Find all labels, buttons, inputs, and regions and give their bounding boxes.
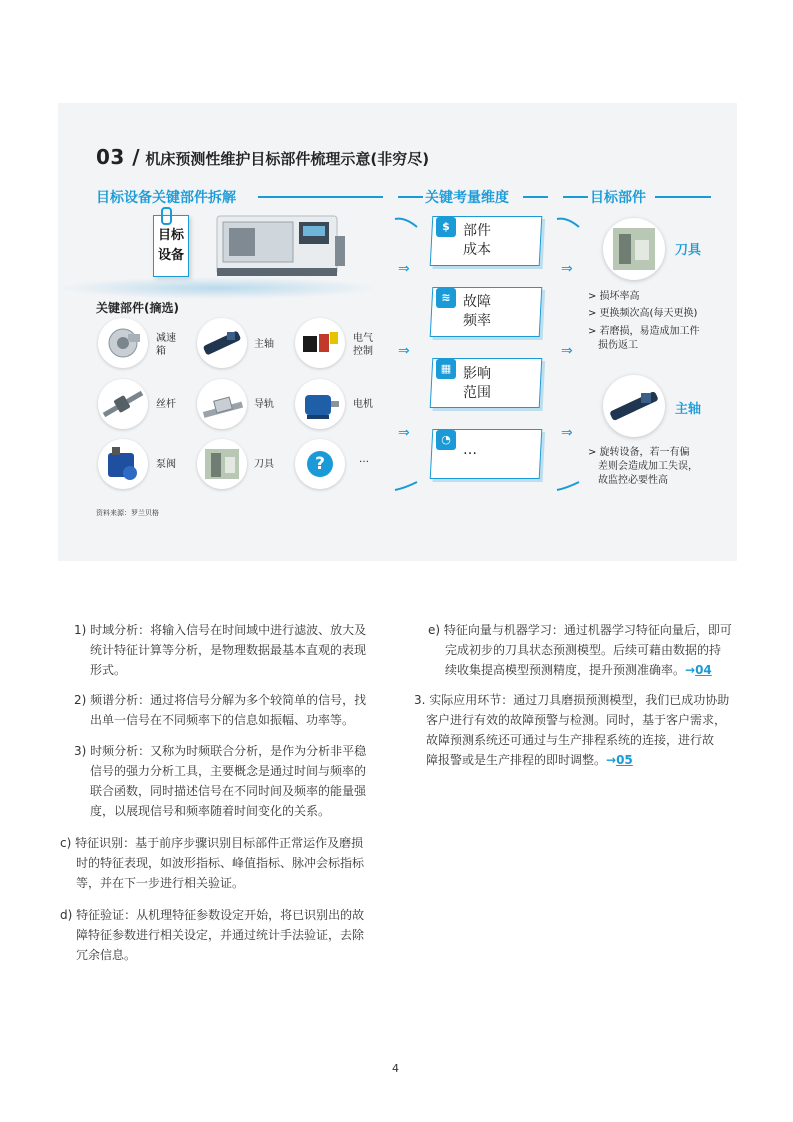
spindle-bullet: 差则会造成加工失误， [598, 461, 698, 472]
connector-curve [393, 478, 421, 492]
paragraph-feature-identification: c) 特征识别：基于前序步骤识别目标部件正常运作及磨损 时的特征表现，如波形指标、峰值指标、脉冲会标指标 等，并在下一步进行相关验证。 [60, 836, 365, 890]
guide-rail-image [197, 379, 247, 429]
spindle-bullet: > 旋转设备，若一有偏 [588, 447, 690, 458]
gearbox-image [98, 318, 148, 368]
paragraph-time-frequency: 3) 时频分析：又称为时频联合分析，是作为分析非平稳 信号的强力分析工具，主要概念是通过时间与频率的 联合函数，同时描述信号在不同时间及频率的能量强 度，以展现信号和频率随着时间变化的关系。 [74, 744, 367, 818]
frequency-icon: ≋ [436, 288, 456, 308]
figure-title [96, 145, 429, 169]
target-tool-image [603, 218, 665, 280]
chevron-right-icon: ⇒ [561, 261, 573, 277]
cost-icon: $ [436, 217, 456, 237]
dimension-label-impact: 影响 范围 [463, 366, 491, 401]
section-underline [523, 196, 548, 198]
parts-title: 关键部件(摘选) [96, 301, 179, 315]
tool-bullet: 损伤返工 [598, 340, 638, 351]
connector-curve [393, 215, 421, 229]
part-label-ballscrew: 丝杆 [156, 399, 176, 410]
question-icon: ? [307, 451, 333, 477]
arrow-right-icon: → [685, 663, 696, 677]
part-label-pump-valve: 泵阀 [156, 459, 176, 470]
motor-image [295, 379, 345, 429]
section-underline [398, 196, 423, 198]
target-spindle-image [603, 375, 665, 437]
part-label-gearbox: 减速 箱 [156, 333, 176, 357]
cutting-tool-image [197, 439, 247, 489]
paragraph-feature-validation: d) 特征验证：从机理特征参数设定开始，将已识别出的故 障特征参数进行相关设定，并通过统计手法验证，去除 冗余信息。 [60, 908, 365, 962]
dimension-label-more: … [463, 442, 477, 458]
spindle-image [197, 318, 247, 368]
tool-bullet: > 损坏率高 [588, 291, 640, 302]
target-tool-label: 刀具 [675, 243, 702, 258]
section-underline [655, 196, 711, 198]
part-label-electrical: 电气 控制 [353, 333, 373, 357]
chevron-right-icon: ⇒ [398, 425, 410, 441]
chevron-right-icon: ⇒ [398, 343, 410, 359]
arrow-right-icon: → [606, 753, 617, 767]
paragraph-time-domain: 1) 时域分析：将输入信号在时间域中进行滤波、放大及 统计特征计算等分析，是物理数据最基本直观的表现 形式。 [74, 623, 367, 677]
more-icon: ◔ [436, 430, 456, 450]
link-section-04[interactable]: 04 [695, 663, 712, 677]
part-label-motor: 电机 [353, 399, 373, 410]
figure-panel [58, 103, 737, 561]
chevron-right-icon: ⇒ [561, 425, 573, 441]
figure-title-text: 机床预测性维护目标部件梳理示意(非穷尽) [145, 150, 430, 168]
figure-number: 03 / [96, 145, 141, 169]
glow-decoration [58, 277, 378, 299]
link-section-05[interactable]: 05 [616, 753, 633, 767]
connector-curve [555, 478, 583, 492]
section-underline [258, 196, 383, 198]
section-header-decompose: 目标设备关键部件拆解 [96, 190, 236, 206]
section-header-dimensions: 关键考量维度 [425, 190, 509, 206]
tool-bullet: > 更换频次高(每天更换) [588, 308, 698, 319]
impact-icon: ▦ [436, 359, 456, 379]
chevron-right-icon: ⇒ [561, 343, 573, 359]
connector-curve [555, 215, 583, 229]
part-label-guide-rail: 导轨 [254, 399, 274, 410]
unknown-part-placeholder [295, 439, 345, 489]
ballscrew-image [98, 379, 148, 429]
page-number: 4 [392, 1062, 399, 1075]
pump-valve-image [98, 439, 148, 489]
target-spindle-label: 主轴 [675, 402, 702, 417]
dimension-label-frequency: 故障 频率 [463, 294, 491, 329]
target-equipment-tag [153, 215, 189, 277]
section-header-targets: 目标部件 [590, 190, 646, 206]
source-note: 资料来源：罗兰贝格 [96, 509, 159, 517]
paragraph-feature-vector: e) 特征向量与机器学习：通过机器学习特征向量后，即可 完成初步的刀具状态预测模型。后续可藉由数据的持 续收集提高模型预测精度，提升预测准确率。→04 [428, 623, 732, 677]
paragraph-application: 3. 实际应用环节：通过刀具磨损预测模型，我们已成功协助 客户进行有效的故障预警与检测。同时，基于客户需求， 故障预测系统还可通过与生产排程系统的连接，进行故 障报警或是生产排程的即时调整。→05 [414, 693, 730, 767]
part-label-more: … [359, 454, 369, 465]
cnc-machine-image [213, 208, 348, 280]
hero-label-line2: 设备 [157, 248, 184, 263]
section-underline [563, 196, 588, 198]
spindle-bullet: 故监控必要性高 [598, 475, 668, 486]
tool-bullet: > 若磨损，易造成加工件 [588, 326, 700, 337]
paperclip-icon [161, 207, 172, 225]
hero-label-line1: 目标 [157, 228, 184, 243]
paragraph-spectrum: 2) 频谱分析：通过将信号分解为多个较简单的信号，找 出单一信号在不同频率下的信息如振幅、功率等。 [74, 693, 367, 727]
electrical-control-image [295, 318, 345, 368]
dimension-label-cost: 部件 成本 [463, 223, 491, 258]
part-label-spindle: 主轴 [254, 339, 274, 350]
chevron-right-icon: ⇒ [398, 261, 410, 277]
part-label-tool: 刀具 [254, 459, 274, 470]
